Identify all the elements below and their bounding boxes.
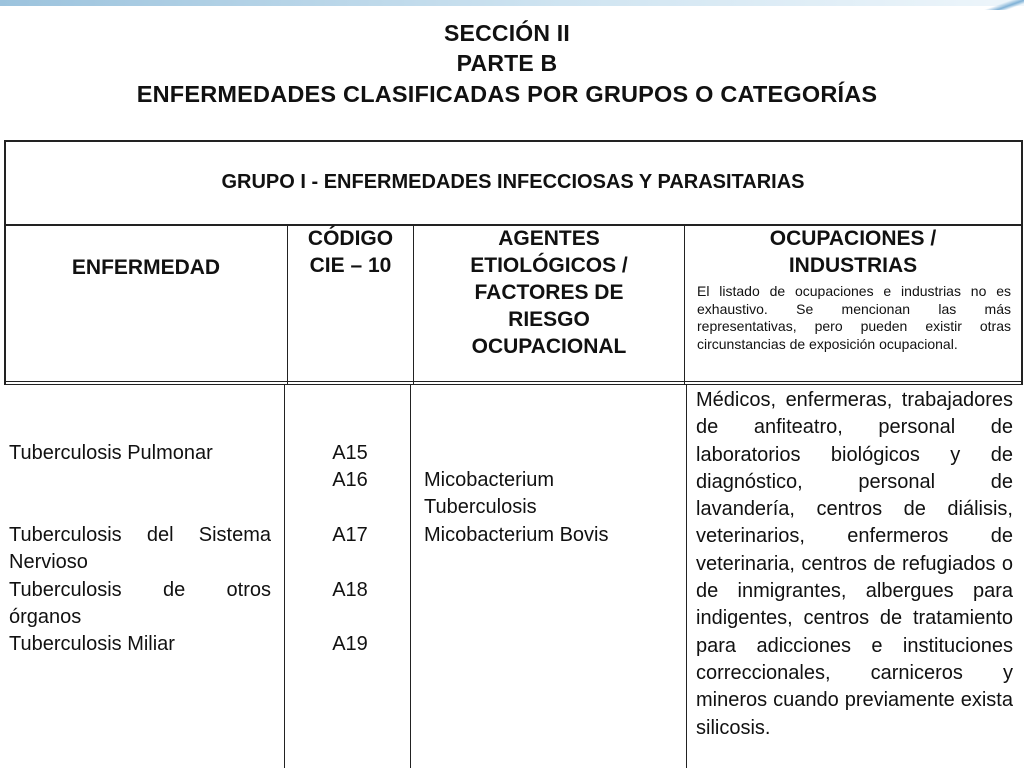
header-agentes-line3: FACTORES DE bbox=[474, 281, 624, 304]
code-item: A16 bbox=[332, 469, 368, 491]
agent-item: Micobacterium Bovis bbox=[424, 524, 609, 546]
section-title: SECCIÓN II bbox=[444, 20, 570, 46]
code-item: A15 bbox=[332, 442, 368, 464]
corner-swoosh bbox=[984, 0, 1024, 10]
code-item: A19 bbox=[332, 633, 368, 655]
group-title: GRUPO I - ENFERMEDADES INFECCIOSAS Y PARASITARIAS bbox=[221, 171, 805, 193]
disease-item: Tuberculosis del Sistema Nervioso bbox=[9, 524, 271, 573]
header-agentes-line5: OCUPACIONAL bbox=[471, 335, 627, 358]
header-agentes bbox=[414, 225, 684, 360]
header-ocupaciones-note: El listado de ocupaciones e industrias no es exhaustivo. Se mencionan las más representativas, pero pueden existir otras circunstancias de exposición ocupacional. bbox=[697, 283, 1011, 352]
header-ocupaciones-line2: INDUSTRIAS bbox=[788, 254, 918, 277]
disease-item: Tuberculosis Pulmonar bbox=[9, 442, 213, 464]
header-codigo bbox=[288, 225, 413, 279]
col-divider-3 bbox=[686, 384, 687, 768]
header-enfermedad: ENFERMEDAD bbox=[71, 256, 221, 279]
disease-item: Tuberculosis de otros órganos bbox=[9, 579, 271, 628]
header-agentes-line4: RIESGO bbox=[508, 308, 590, 331]
header-ocupaciones bbox=[685, 225, 1021, 279]
col-divider-1 bbox=[284, 384, 285, 768]
table-border-header-bottom bbox=[4, 381, 1023, 382]
agent-item: Tuberculosis bbox=[424, 496, 537, 518]
table-border-header-bottom-2 bbox=[4, 384, 1023, 385]
header-codigo-line1: CÓDIGO bbox=[307, 227, 394, 250]
header-agentes-line2: ETIOLÓGICOS / bbox=[470, 254, 628, 277]
col-divider-2 bbox=[410, 384, 411, 768]
part-title: PARTE B bbox=[456, 50, 558, 76]
top-decorative-bar bbox=[0, 0, 1024, 6]
agent-item: Micobacterium bbox=[424, 469, 555, 491]
code-item: A18 bbox=[332, 579, 368, 601]
header-codigo-line2: CIE – 10 bbox=[309, 254, 392, 277]
document-title: ENFERMEDADES CLASIFICADAS POR GRUPOS O CATEGORÍAS bbox=[136, 81, 878, 107]
header-agentes-line1: AGENTES bbox=[498, 227, 600, 250]
header-ocupaciones-line1: OCUPACIONES / bbox=[769, 227, 937, 250]
code-item: A17 bbox=[332, 524, 368, 546]
disease-item: Tuberculosis Miliar bbox=[9, 633, 175, 655]
occupations-text: Médicos, enfermeras, trabajadores de anfiteatro, personal de laboratorios biológicos y de diagnóstico, personal de lavandería, centros de diálisis, veterinarios, enfermeros de veterinaria, centros de refugiados o de inmigrantes, albergues para indigentes, centros de tratamiento para adicciones e instituciones correccionales, carniceros y mineros cuando previamente exista silicosis. bbox=[696, 389, 1013, 739]
